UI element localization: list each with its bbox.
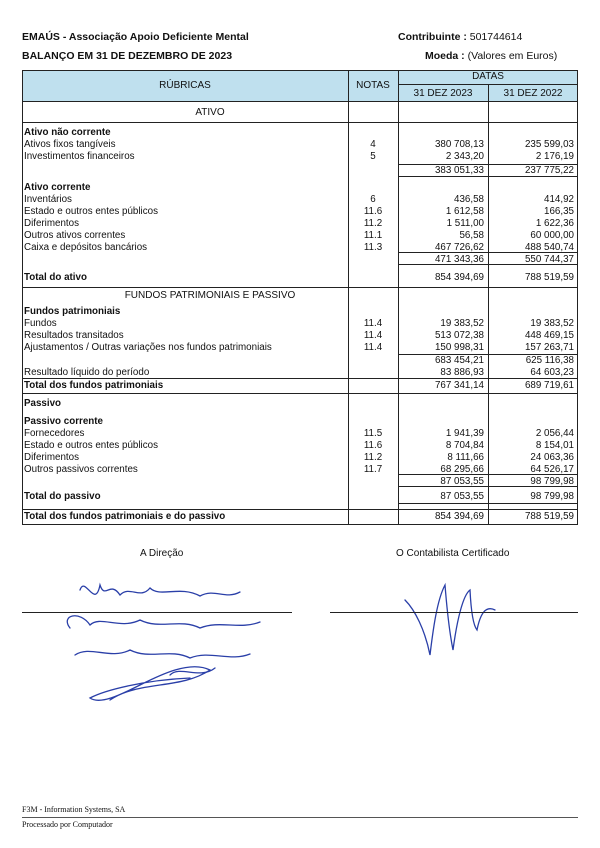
column-rubricas: RÚBRICAS (159, 80, 211, 91)
accountant-signature (395, 570, 515, 670)
table-row (22, 342, 578, 354)
row-label: Total dos fundos patrimoniais (24, 380, 164, 391)
row-value-2023: 8 111,66 (447, 452, 484, 463)
table-row (22, 139, 578, 151)
table-row (22, 151, 578, 163)
row-value-2023: 87 053,55 (440, 491, 484, 502)
accountant-signature-line (330, 612, 578, 613)
subtotal-rule (398, 264, 578, 265)
row-value-2022: 157 263,71 (524, 342, 574, 353)
row-label: Ativos fixos tangíveis (24, 139, 116, 150)
row-label: Diferimentos (24, 452, 79, 463)
row-value-2023: 87 053,55 (440, 476, 484, 487)
table-row (22, 380, 578, 392)
row-value-2022: 64 603,23 (530, 367, 574, 378)
currency-value: (Valores em Euros) (467, 50, 558, 62)
table-row (22, 511, 578, 523)
row-label: Passivo corrente (24, 416, 103, 427)
row-note: 6 (370, 194, 376, 205)
row-label: Ativo não corrente (24, 127, 111, 138)
row-label: Passivo (24, 398, 62, 409)
row-note: 5 (370, 151, 376, 162)
row-label: Ativo corrente (24, 182, 91, 193)
row-label: Total dos fundos patrimoniais e do passivo (24, 511, 226, 522)
subtotal-rule (398, 176, 578, 177)
taxpayer-label: Contribuinte : (398, 31, 467, 43)
row-value-2023: 1 511,00 (446, 218, 484, 229)
table-row (22, 491, 578, 503)
row-value-2023: 83 886,93 (440, 367, 484, 378)
row-value-2023: 383 051,33 (434, 165, 484, 176)
taxpayer-value: 501744614 (469, 31, 523, 43)
row-value-2022: 414,92 (544, 194, 574, 205)
row-value-2022: 788 519,59 (524, 511, 574, 522)
row-value-2023: 683 454,21 (434, 355, 484, 366)
row-value-2023: 8 704,84 (445, 440, 484, 451)
row-value-2022: 8 154,01 (535, 440, 574, 451)
column-2022: 31 DEZ 2022 (503, 88, 563, 99)
total-rule (22, 509, 578, 510)
row-note: 11.5 (363, 428, 383, 439)
row-value-2022: 64 526,17 (530, 464, 574, 475)
row-label: Outros passivos correntes (24, 464, 138, 475)
subtotal-rule (398, 164, 578, 165)
row-value-2023: 471 343,36 (434, 254, 484, 265)
row-label: Ajustamentos / Outras variações nos fundos patrimoniais (24, 342, 272, 353)
table-row (22, 452, 578, 464)
row-label: Estado e outros entes públicos (24, 440, 158, 451)
row-label: Fornecedores (24, 428, 85, 439)
row-value-2023: 767 341,14 (434, 380, 484, 391)
row-value-2023: 1 941,39 (445, 428, 484, 439)
row-value-2023: 19 383,52 (440, 318, 484, 329)
row-value-2022: 24 063,36 (530, 452, 574, 463)
row-note: 11.7 (363, 464, 383, 475)
row-note: 11.4 (363, 342, 383, 353)
table-row (22, 218, 578, 230)
row-note: 11.4 (363, 318, 383, 329)
table-row (22, 230, 578, 242)
row-label: Resultados transitados (24, 330, 124, 341)
row-value-2023: 854 394,69 (434, 511, 484, 522)
row-label: Fundos (24, 318, 57, 329)
table-row (22, 127, 578, 139)
table-row (22, 398, 578, 410)
row-value-2023: 68 295,66 (440, 464, 484, 475)
column-datas: DATAS (472, 71, 504, 82)
row-value-2022: 98 799,98 (530, 476, 574, 487)
footer-note: Processado por Computador (22, 820, 113, 829)
subtotal-rule (398, 503, 578, 504)
footer-rule (22, 817, 578, 818)
row-label: Investimentos financeiros (24, 151, 135, 162)
direction-caption: A Direção (140, 548, 184, 559)
row-value-2022: 2 176,19 (535, 151, 574, 162)
row-note: 11.6 (363, 440, 383, 451)
row-label: Diferimentos (24, 218, 79, 229)
row-note: 11.6 (363, 206, 383, 217)
row-label: Outros ativos correntes (24, 230, 126, 241)
row-value-2023: 467 726,62 (434, 242, 484, 253)
direction-signatures (50, 570, 320, 730)
row-value-2023: 2 343,20 (445, 151, 484, 162)
row-label: Caixa e depósitos bancários (24, 242, 148, 253)
row-note: 4 (370, 139, 376, 150)
column-2023: 31 DEZ 2023 (413, 88, 473, 99)
row-value-2023: 1 612,58 (445, 206, 484, 217)
direction-signature-line (22, 612, 292, 613)
row-value-2022: 235 599,03 (524, 139, 574, 150)
row-value-2022: 788 519,59 (524, 272, 574, 283)
table-row (22, 306, 578, 318)
row-note: 11.1 (363, 230, 383, 241)
subtotal-rule (398, 252, 578, 253)
table-row (22, 440, 578, 452)
row-value-2023: 380 708,13 (434, 139, 484, 150)
accountant-caption: O Contabilista Certificado (396, 548, 510, 559)
section-fundos-passivo: FUNDOS PATRIMONIAIS E PASSIVO (124, 290, 296, 301)
subtotal-rule (398, 486, 578, 487)
total-rule (22, 393, 578, 394)
row-value-2022: 689 719,61 (524, 380, 574, 391)
row-value-2022: 448 469,15 (524, 330, 574, 341)
table-row (22, 206, 578, 218)
table-row (22, 416, 578, 428)
row-value-2022: 1 622,36 (535, 218, 574, 229)
currency (425, 50, 557, 62)
subtotal-rule (398, 354, 578, 355)
row-label: Total do ativo (24, 272, 87, 283)
row-label: Total do passivo (24, 491, 101, 502)
section-ativo: ATIVO (195, 107, 225, 118)
row-label: Estado e outros entes públicos (24, 206, 158, 217)
row-label: Inventários (24, 194, 72, 205)
currency-label: Moeda : (425, 50, 465, 62)
footer-software: F3M - Information Systems, SA (22, 805, 126, 814)
row-note: 11.4 (363, 330, 383, 341)
table-row (22, 428, 578, 440)
table-row (22, 355, 578, 367)
table-row (22, 194, 578, 206)
row-value-2022: 60 000,00 (530, 230, 574, 241)
entity-name: EMAÚS - Associação Apoio Deficiente Mental (22, 31, 249, 43)
row-value-2023: 854 394,69 (434, 272, 484, 283)
row-value-2023: 436,58 (454, 194, 484, 205)
row-value-2023: 513 072,38 (434, 330, 484, 341)
taxpayer-id (398, 31, 522, 43)
table-row (22, 330, 578, 342)
row-value-2022: 2 056,44 (535, 428, 574, 439)
row-value-2022: 98 799,98 (530, 491, 574, 502)
row-value-2022: 19 383,52 (530, 318, 574, 329)
row-value-2022: 237 775,22 (524, 165, 574, 176)
row-value-2022: 166,35 (544, 206, 574, 217)
row-value-2022: 550 744,37 (524, 254, 574, 265)
row-label: Resultado líquido do período (24, 367, 150, 378)
column-notas: NOTAS (356, 80, 390, 91)
row-note: 11.2 (363, 218, 383, 229)
table-row (22, 318, 578, 330)
total-rule (22, 378, 578, 379)
row-value-2022: 625 116,38 (525, 355, 574, 366)
document-title: BALANÇO EM 31 DE DEZEMBRO DE 2023 (22, 50, 233, 62)
row-label: Fundos patrimoniais (24, 306, 121, 317)
row-note: 11.3 (363, 242, 383, 253)
table-row (22, 272, 578, 284)
subtotal-rule (398, 474, 578, 475)
row-value-2023: 150 998,31 (434, 342, 484, 353)
row-value-2022: 488 540,74 (524, 242, 574, 253)
row-value-2023: 56,58 (459, 230, 484, 241)
row-note: 11.2 (363, 452, 383, 463)
table-row (22, 182, 578, 194)
